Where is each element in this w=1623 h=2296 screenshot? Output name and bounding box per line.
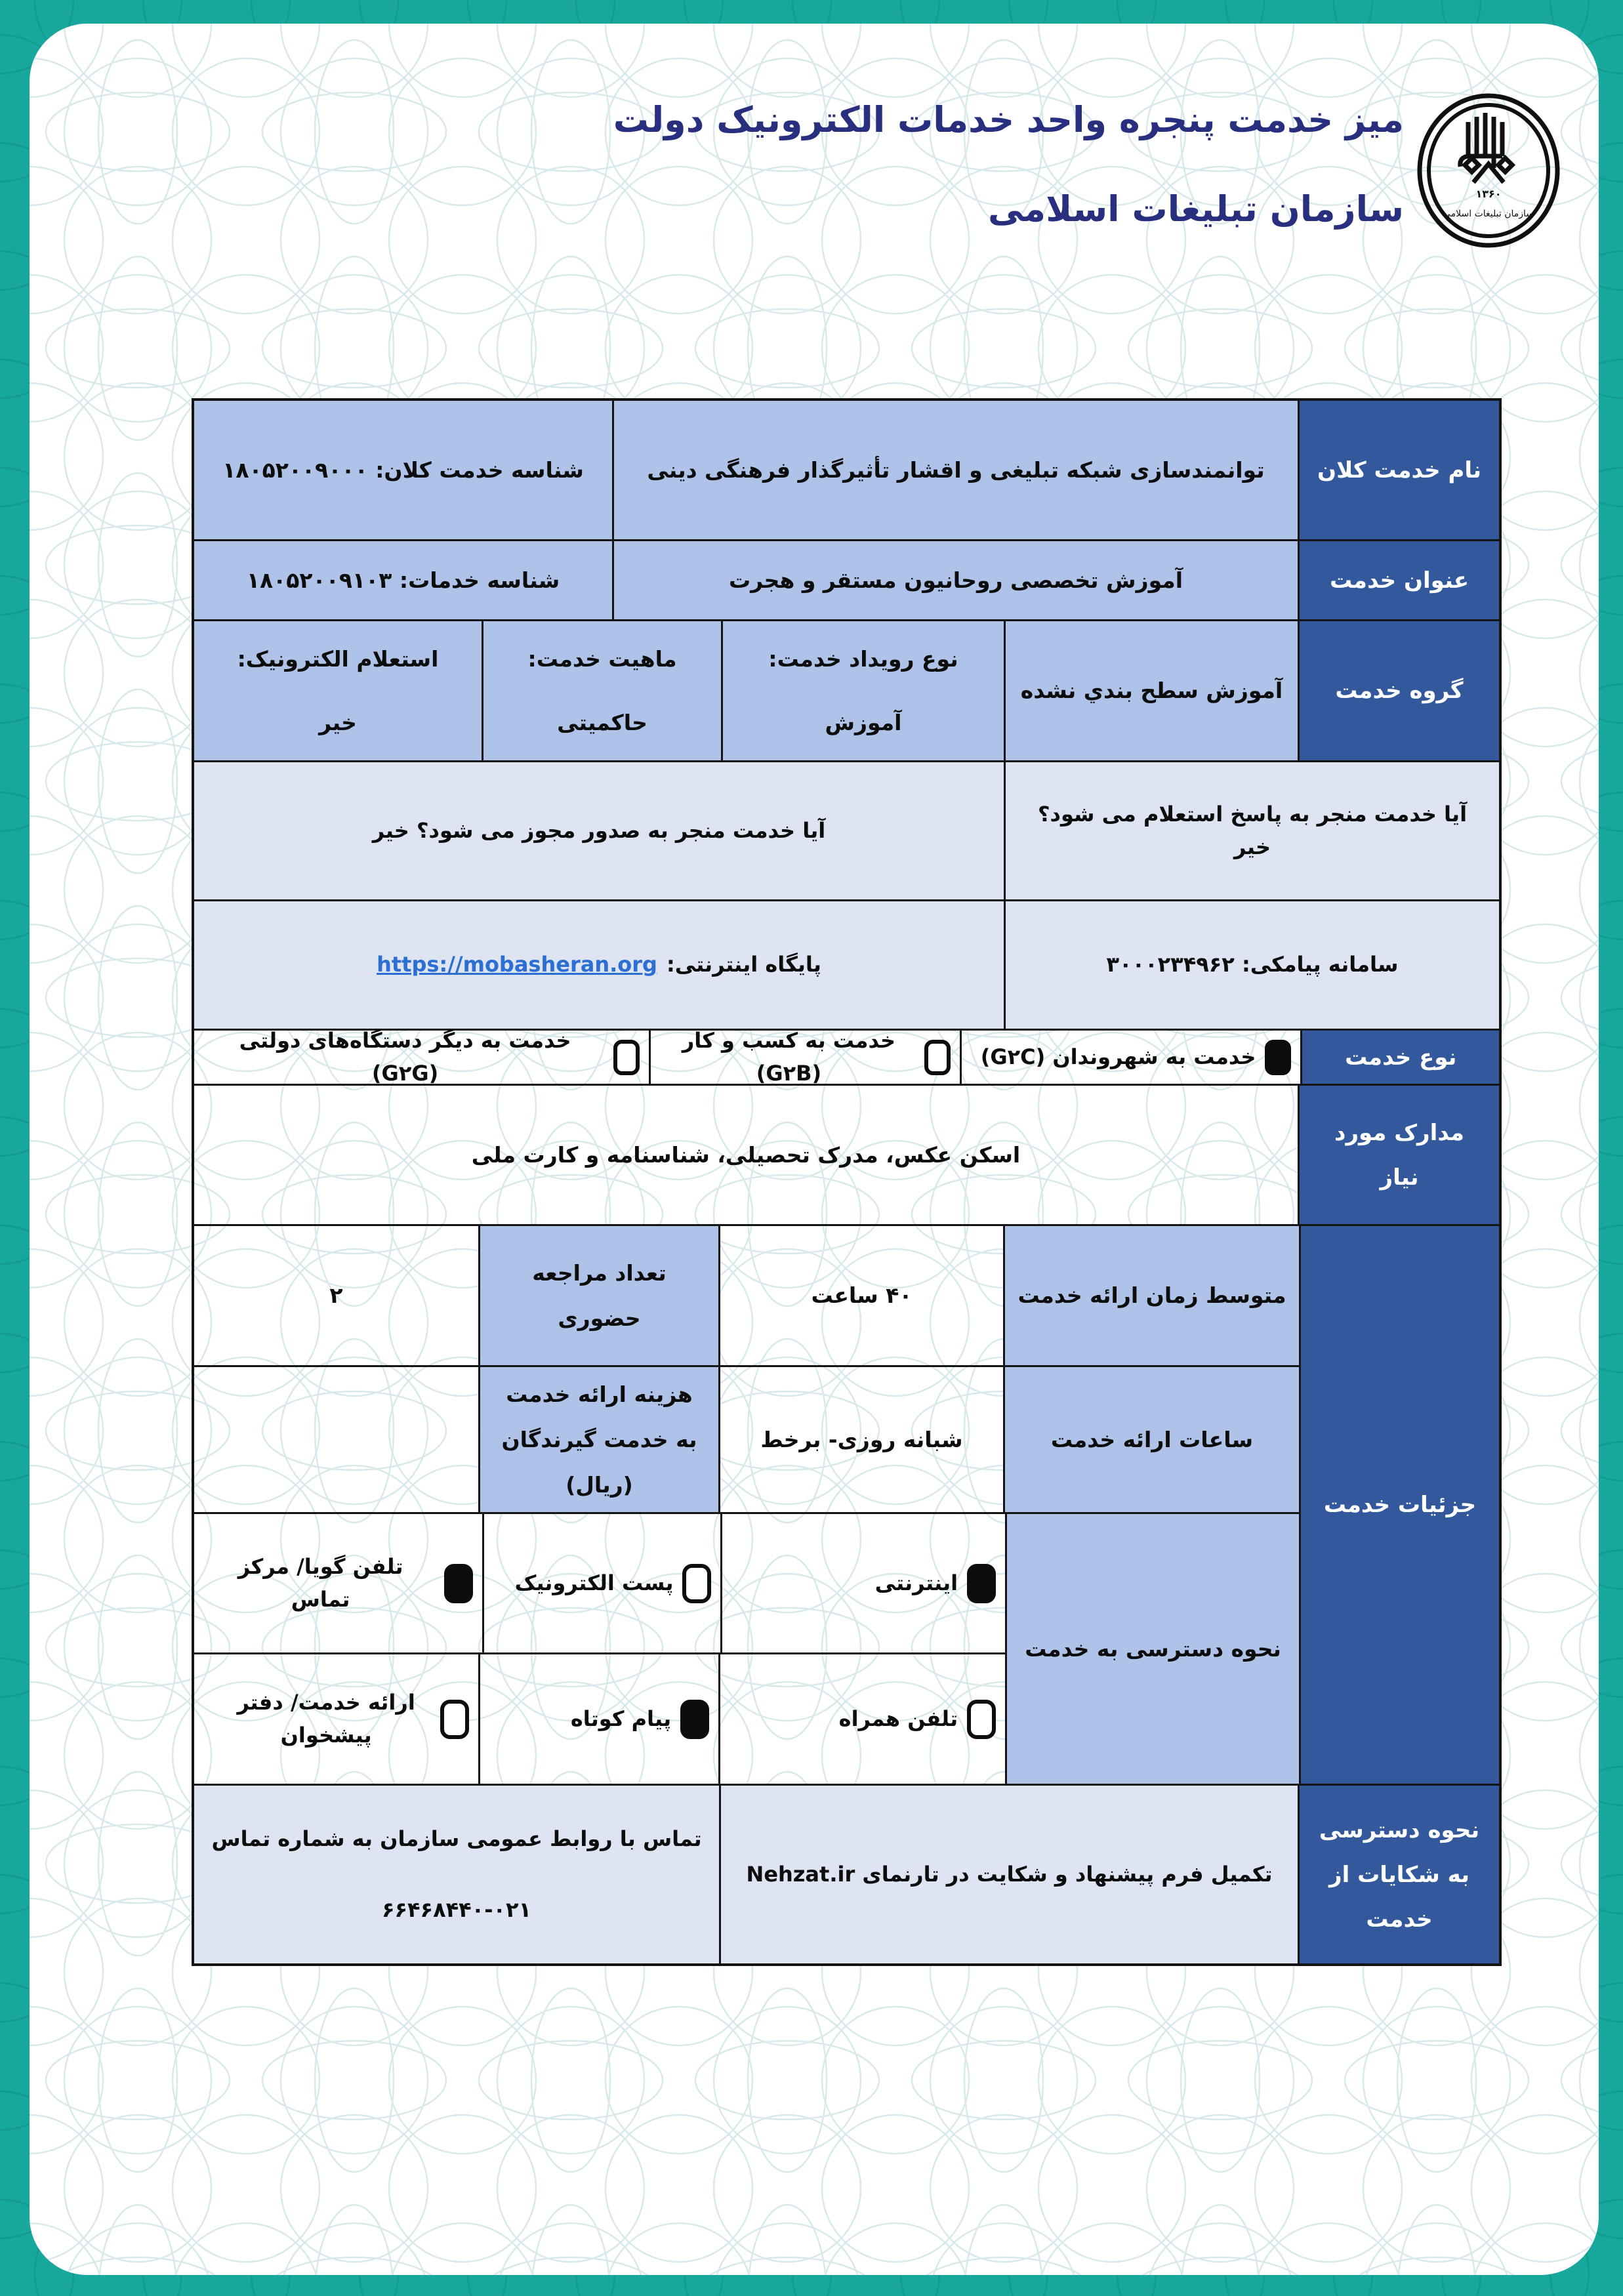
visits-value: ۲ xyxy=(194,1226,480,1365)
g2c-label: خدمت به شهروندان (G۲C) xyxy=(980,1044,1256,1069)
electronic-inquiry-value: خیر xyxy=(319,710,357,735)
service-event-type-label: نوع رویداد خدمت: xyxy=(768,646,958,672)
row-leads-to xyxy=(194,760,1499,899)
service-nature-label: ماهیت خدمت: xyxy=(527,646,677,672)
complaints-header: نحوه دسترسی به شکایات از خدمت xyxy=(1300,1786,1499,1963)
sms-checkbox[interactable] xyxy=(680,1700,709,1739)
documents-header: مدارک مورد نیاز xyxy=(1300,1086,1499,1224)
sms-label: پیام کوتاه xyxy=(570,1706,672,1731)
g2c-checkbox[interactable] xyxy=(1265,1040,1291,1075)
g2b-label: خدمت به کسب و کار (G۲B) xyxy=(682,1027,896,1086)
service-hours-label: ساعات ارائه خدمت xyxy=(1005,1367,1299,1512)
sms-system: سامانه پیامکی: ۳۰۰۰۲۳۴۹۶۲ xyxy=(1006,901,1499,1029)
macro-service-header: نام خدمت کلان xyxy=(1300,401,1499,539)
service-type-g2b xyxy=(651,1027,962,1086)
access-email xyxy=(484,1514,722,1652)
row-service-hours xyxy=(194,1365,1299,1512)
section-service-details xyxy=(194,1224,1499,1784)
macro-service-id: شناسه خدمت کلان: ۱۸۰۵۲۰۰۹۰۰۰ xyxy=(194,401,614,539)
row-service-title xyxy=(194,539,1499,619)
service-title-id: شناسه خدمات: ۱۸۰۵۲۰۰۹۱۰۳ xyxy=(194,541,614,619)
service-table xyxy=(192,398,1502,1966)
access-row-2 xyxy=(194,1652,1005,1784)
website-label: پایگاه اینترنتی: xyxy=(666,952,821,977)
mobile-label: تلفن همراه xyxy=(838,1706,958,1731)
service-details-header: جزئیات خدمت xyxy=(1301,1226,1499,1784)
g2g-checkbox[interactable] xyxy=(613,1040,640,1075)
access-ivr xyxy=(194,1514,484,1652)
service-cost-label: هزینه ارائه خدمت به خدمت گیرندگان (ریال) xyxy=(480,1367,720,1512)
row-contact-channels xyxy=(194,899,1499,1029)
page-title-line2: سازمان تبلیغات اسلامی xyxy=(988,188,1404,230)
electronic-inquiry xyxy=(194,621,483,760)
logo-org-name: سازمان تبلیغات اسلامی xyxy=(1443,209,1534,219)
access-internet xyxy=(722,1514,1005,1652)
ivr-checkbox[interactable] xyxy=(444,1564,473,1603)
row-avg-time xyxy=(194,1226,1299,1365)
access-mobile xyxy=(720,1654,1005,1784)
visits-label: تعداد مراجعه حضوری xyxy=(480,1226,720,1365)
service-type-g2g xyxy=(194,1027,651,1086)
counter-office-label: ارائه خدمت/ دفتر پیشخوان xyxy=(237,1689,415,1748)
service-event-type xyxy=(723,621,1006,760)
documents-value: اسکن عکس، مدرک تحصیلی، شناسنامه و کارت ملی xyxy=(194,1086,1300,1224)
logo-year: ۱۳۶۰ xyxy=(1475,188,1502,200)
service-title-name: آموزش تخصصی روحانیون مستقر و هجرت xyxy=(614,541,1300,619)
complaints-phone-number: ۶۶۴۶۸۴۴۰-۰۲۱ xyxy=(381,1896,532,1922)
ivr-label: تلفن گویا/ مرکز تماس xyxy=(237,1553,403,1612)
service-type-g2c xyxy=(962,1031,1303,1084)
page-title-line1: میز خدمت پنجره واحد خدمات الکترونیک دولت xyxy=(613,99,1404,140)
email-label: پست الکترونیک xyxy=(514,1570,674,1595)
service-hours-value: شبانه روزی- برخط xyxy=(720,1367,1005,1512)
service-title-header: عنوان خدمت xyxy=(1300,541,1499,619)
access-methods-label: نحوه دسترسی به خدمت xyxy=(1007,1514,1299,1784)
access-row-1 xyxy=(194,1514,1005,1652)
row-service-type xyxy=(194,1029,1499,1084)
electronic-inquiry-label: استعلام الکترونیک: xyxy=(237,646,439,672)
access-sms xyxy=(480,1654,720,1784)
avg-time-label: متوسط زمان ارائه خدمت xyxy=(1005,1226,1299,1365)
service-nature xyxy=(483,621,723,760)
page-title xyxy=(613,100,1404,230)
service-event-type-value: آموزش xyxy=(825,710,902,735)
email-checkbox[interactable] xyxy=(682,1564,711,1603)
complaints-phone xyxy=(194,1786,721,1963)
g2b-checkbox[interactable] xyxy=(924,1040,951,1075)
counter-office-checkbox[interactable] xyxy=(440,1700,469,1739)
service-type-header: نوع خدمت xyxy=(1302,1031,1499,1084)
leads-to-inquiry: آیا خدمت منجر به پاسخ استعلام می شود؟ خیر xyxy=(1006,762,1499,899)
website-link[interactable]: https://mobasheran.org xyxy=(377,952,657,977)
service-group-value: آموزش سطح بندي نشده xyxy=(1006,621,1300,760)
organization-logo xyxy=(1414,91,1563,251)
leads-to-license: آیا خدمت منجر به صدور مجوز می شود؟ خیر xyxy=(194,762,1006,899)
mobile-checkbox[interactable] xyxy=(967,1700,996,1739)
row-access-methods xyxy=(194,1512,1299,1784)
complaints-online: تکمیل فرم پیشنهاد و شکایت در تارنمای Nehzat.ir xyxy=(721,1786,1300,1963)
row-service-group xyxy=(194,619,1499,760)
row-documents xyxy=(194,1084,1499,1224)
g2g-label: خدمت به دیگر دستگاه‌های دولتی (G۲G) xyxy=(239,1027,571,1086)
complaints-phone-text: تماس با روابط عمومی سازمان به شماره تماس xyxy=(211,1826,702,1851)
row-complaints xyxy=(194,1784,1499,1963)
internet-checkbox[interactable] xyxy=(967,1564,996,1603)
service-nature-value: حاکمیتی xyxy=(557,710,647,735)
service-group-header: گروه خدمت xyxy=(1300,621,1499,760)
website-cell xyxy=(194,901,1006,1029)
kufic-calligraphy-icon xyxy=(1460,113,1512,182)
access-counter-office xyxy=(194,1654,480,1784)
avg-time-value: ۴۰ ساعت xyxy=(720,1226,1005,1365)
service-cost-value xyxy=(194,1367,480,1512)
internet-label: اینترنتی xyxy=(874,1570,958,1595)
row-macro-service xyxy=(194,401,1499,539)
macro-service-name: توانمندسازی شبکه تبلیغی و اقشار تأثیرگذار فرهنگی دینی xyxy=(614,401,1300,539)
